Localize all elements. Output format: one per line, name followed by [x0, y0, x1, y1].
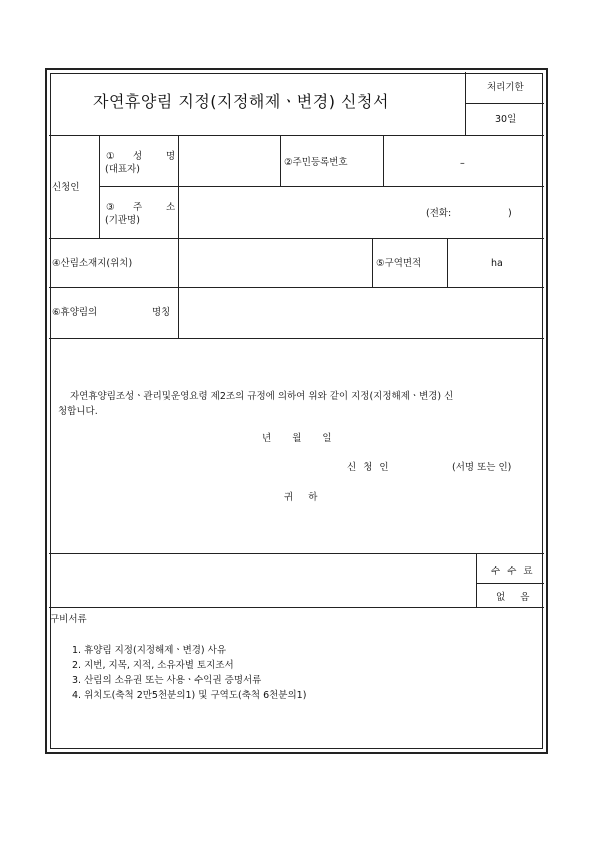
name-label-a: 성: [133, 151, 143, 162]
rrn-label: ②주민등록번호: [284, 157, 348, 168]
applicant-name-field[interactable]: [395, 459, 445, 475]
document-item-2: 2. 지번, 지목, 지적, 소유자별 토지조서: [72, 660, 234, 671]
location-field[interactable]: [180, 240, 370, 285]
phone-close: ): [508, 208, 512, 219]
document-item-3: 3. 산림의 소유권 또는 사용ㆍ수익권 증명서류: [72, 675, 262, 686]
fee-box-mid-line: [476, 583, 544, 584]
statement-line1: 자연휴양림조성ㆍ관리및운영요령 제2조의 규정에 의하여 위와 같이 지정(지정해제ㆍ변경) 신: [70, 391, 454, 402]
forest-label-col-line: [178, 238, 179, 338]
documents-heading: 구비서류: [50, 614, 87, 625]
applicant-bottom-line: [49, 238, 544, 239]
phone-label: (전화:: [426, 208, 452, 219]
statement-line2: 청합니다.: [58, 406, 98, 417]
location-bottom-line: [49, 287, 544, 288]
header-bottom-line: [49, 135, 544, 136]
area-unit: ha: [491, 258, 503, 269]
fee-label: 수 수 료: [491, 566, 535, 577]
fee-value: 없 음: [496, 592, 532, 603]
processing-label: 처리기한: [487, 82, 524, 93]
name-label-num: ①: [106, 151, 115, 162]
rrn-label-right-line: [383, 135, 384, 186]
name-label-sub: (대표자): [105, 164, 140, 175]
forest-name-bottom-line: [49, 338, 544, 339]
forest-name-label-a: ⑥휴양림의: [52, 307, 98, 318]
addressee-label: 귀 하: [284, 492, 320, 503]
statement-applicant: 신 청 인: [347, 462, 391, 473]
rrn-separator: –: [460, 158, 465, 169]
addr-label-b: 소: [166, 202, 176, 213]
area-label-left-line: [372, 238, 373, 287]
name-field[interactable]: [180, 137, 278, 184]
area-label: ⑤구역면적: [376, 258, 422, 269]
processing-divider: [465, 103, 544, 104]
signature-label: (서명 또는 인): [452, 462, 512, 473]
fee-box-left-line: [476, 553, 477, 607]
statement-bottom-line: [49, 553, 544, 554]
forest-name-label-b: 명칭: [152, 307, 171, 318]
area-label-right-line: [447, 238, 448, 287]
addr-label-sub: (기관명): [105, 215, 140, 226]
address-field[interactable]: [180, 188, 542, 236]
rrn-label-left-line: [280, 135, 281, 186]
forest-name-field[interactable]: [180, 289, 542, 336]
applicant-section-label: 신청인: [52, 182, 80, 193]
fee-box-bottom-line: [49, 607, 544, 608]
document-item-4: 4. 위치도(축척 2만5천분의1) 및 구역도(축척 6천분의1): [72, 690, 307, 701]
processing-value: 30일: [495, 114, 517, 125]
applicant-mid-line: [99, 186, 544, 187]
name-label-b: 명: [166, 151, 176, 162]
addr-label-num: ③: [106, 202, 115, 213]
location-label: ④산림소재지(위치): [52, 258, 133, 269]
statement-date: 년 월 일: [262, 433, 334, 444]
document-item-1: 1. 휴양림 지정(지정해제ㆍ변경) 사유: [72, 645, 227, 656]
addr-label-a: 주: [133, 202, 143, 213]
label-col-line: [178, 135, 179, 238]
form-title: 자연휴양림 지정(지정해제ㆍ변경) 신청서: [93, 92, 389, 111]
